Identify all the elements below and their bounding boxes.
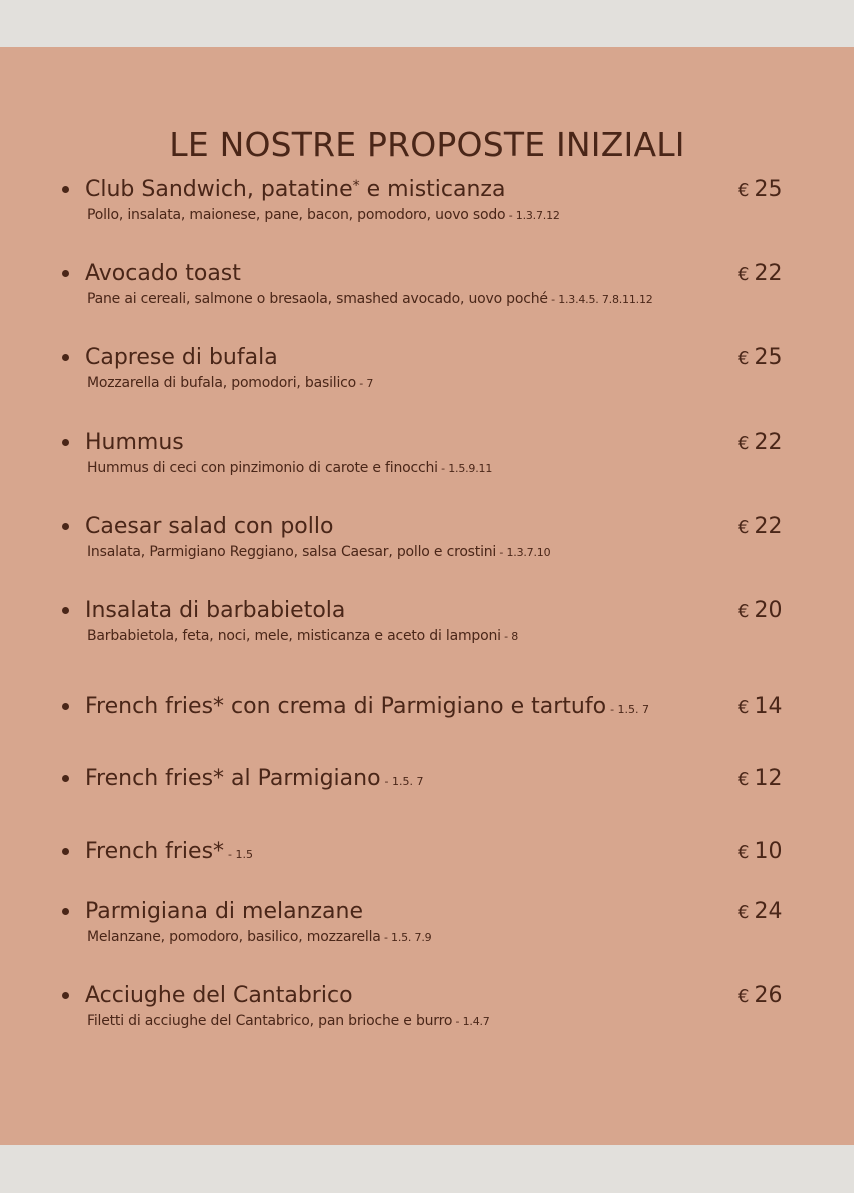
item-description: Barbabietola, feta, noci, mele, misticanza e aceto di lamponi - 8 xyxy=(87,628,519,644)
currency-symbol: € xyxy=(738,601,750,622)
item-price: € 25 xyxy=(738,345,783,370)
bullet-icon xyxy=(62,186,69,193)
currency-symbol: € xyxy=(738,433,750,454)
bullet-icon xyxy=(62,992,69,999)
item-price: € 10 xyxy=(738,839,783,864)
item-name: Parmigiana di melanzane xyxy=(85,899,364,924)
item-allergens: - 1.4.7 xyxy=(452,1015,490,1028)
item-allergens: - 8 xyxy=(500,630,519,643)
item-description: Insalata, Parmigiano Reggiano, salsa Caesar, pollo e crostini - 1.3.7.10 xyxy=(87,544,551,560)
currency-symbol: € xyxy=(738,180,750,201)
item-price: € 24 xyxy=(738,899,783,924)
item-name: Acciughe del Cantabrico xyxy=(85,983,353,1008)
page-title: LE NOSTRE PROPOSTE INIZIALI xyxy=(169,125,685,164)
item-description: Pollo, insalata, maionese, pane, bacon, pomodoro, uovo sodo - 1.3.7.12 xyxy=(87,207,560,223)
item-price: € 26 xyxy=(738,983,783,1008)
item-name: Avocado toast xyxy=(85,261,241,286)
bullet-icon xyxy=(62,703,69,710)
currency-symbol: € xyxy=(738,264,750,285)
item-name: Insalata di barbabietola xyxy=(85,598,346,623)
bullet-icon xyxy=(62,439,69,446)
bullet-icon xyxy=(62,354,69,361)
item-name: French fries* - 1.5 xyxy=(85,839,253,864)
item-price: € 12 xyxy=(738,766,783,791)
item-allergens: - 1.3.7.10 xyxy=(496,546,551,559)
item-description: Hummus di ceci con pinzimonio di carote e finocchi - 1.5.9.11 xyxy=(87,460,493,476)
bullet-icon xyxy=(62,775,69,782)
bullet-icon xyxy=(62,607,69,614)
item-allergens: - 1.5 xyxy=(228,848,253,861)
currency-symbol: € xyxy=(738,697,750,718)
bullet-icon xyxy=(62,523,69,530)
currency-symbol: € xyxy=(738,769,750,790)
currency-symbol: € xyxy=(738,902,750,923)
item-name: Hummus xyxy=(85,430,184,455)
item-price: € 14 xyxy=(738,694,783,719)
bullet-icon xyxy=(62,908,69,915)
item-name: Caesar salad con pollo xyxy=(85,514,334,539)
item-description: Melanzane, pomodoro, basilico, mozzarella - 1.5. 7.9 xyxy=(87,929,432,945)
item-name: Caprese di bufala xyxy=(85,345,278,370)
bullet-icon xyxy=(62,848,69,855)
item-name: Club Sandwich, patatine* e misticanza xyxy=(85,177,506,202)
item-name: French fries* al Parmigiano - 1.5. 7 xyxy=(85,766,424,791)
currency-symbol: € xyxy=(738,842,750,863)
item-description: Pane ai cereali, salmone o bresaola, smashed avocado, uovo poché - 1.3.4.5. 7.8.11.12 xyxy=(87,291,653,307)
item-price: € 22 xyxy=(738,261,783,286)
item-price: € 20 xyxy=(738,598,783,623)
currency-symbol: € xyxy=(738,986,750,1007)
item-allergens: - 1.3.7.12 xyxy=(505,209,560,222)
item-allergens: - 1.5. 7 xyxy=(384,775,424,788)
item-description: Filetti di acciughe del Cantabrico, pan brioche e burro - 1.4.7 xyxy=(87,1013,490,1029)
bullet-icon xyxy=(62,270,69,277)
item-allergens: - 1.3.4.5. 7.8.11.12 xyxy=(547,293,653,306)
item-price: € 25 xyxy=(738,177,783,202)
item-description: Mozzarella di bufala, pomodori, basilico - 7 xyxy=(87,375,374,391)
currency-symbol: € xyxy=(738,517,750,538)
item-allergens: - 7 xyxy=(356,377,374,390)
item-price: € 22 xyxy=(738,430,783,455)
currency-symbol: € xyxy=(738,348,750,369)
menu-page xyxy=(0,47,854,1145)
item-allergens: - 1.5.9.11 xyxy=(437,462,493,475)
item-price: € 22 xyxy=(738,514,783,539)
item-allergens: - 1.5. 7 xyxy=(610,703,650,716)
item-name: French fries* con crema di Parmigiano e tartufo - 1.5. 7 xyxy=(85,694,650,719)
item-allergens: - 1.5. 7.9 xyxy=(380,931,432,944)
